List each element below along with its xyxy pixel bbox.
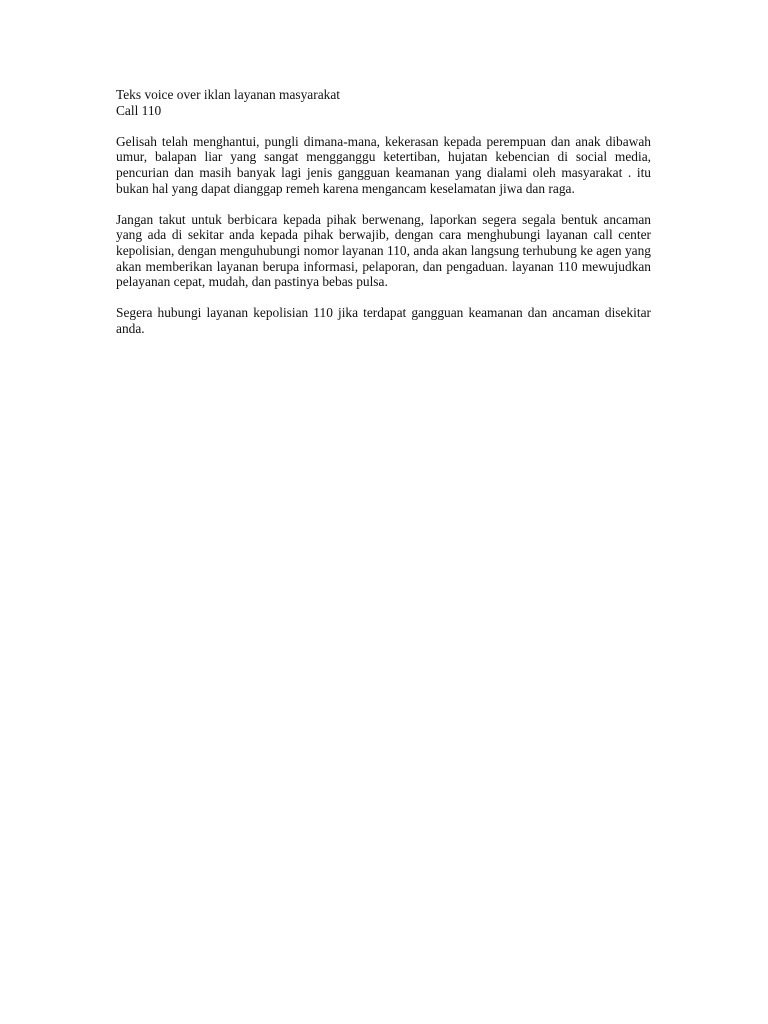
document-subtitle: Call 110 — [116, 102, 162, 118]
document-title: Teks voice over iklan layanan masyarakat — [116, 87, 341, 102]
paragraph-3: Segera hubungi layanan kepolisian 110 jika terdapat gangguan keamanan dan ancaman disekitar anda. — [116, 305, 651, 336]
paragraph-1: Gelisah telah menghantui, pungli dimana-mana, kekerasan kepada perempuan dan anak dibawah umur, balapan liar yang sangat mengganggu ketertiban, hujatan kebencian di social media, pencurian dan masih banyak lagi jenis gangguan keamanan yang dialami oleh masyarakat . itu bukan hal yang dapat dianggap remeh karena mengancam keselamatan jiwa dan raga. — [116, 133, 651, 196]
paragraph-2: Jangan takut untuk berbicara kepada pihak berwenang, laporkan segera segala bentuk ancaman yang ada di sekitar anda kepada pihak berwajib, dengan cara menghubungi layanan call center kepolisian, dengan menguhubungi nomor layanan 110, anda akan langsung terhubung ke agen yang akan memberikan layanan berupa informasi, pelaporan, dan pengaduan. layanan 110 mewujudkan pelayanan cepat, mudah, dan pastinya bebas pulsa. — [116, 211, 651, 290]
document-page — [116, 87, 651, 337]
